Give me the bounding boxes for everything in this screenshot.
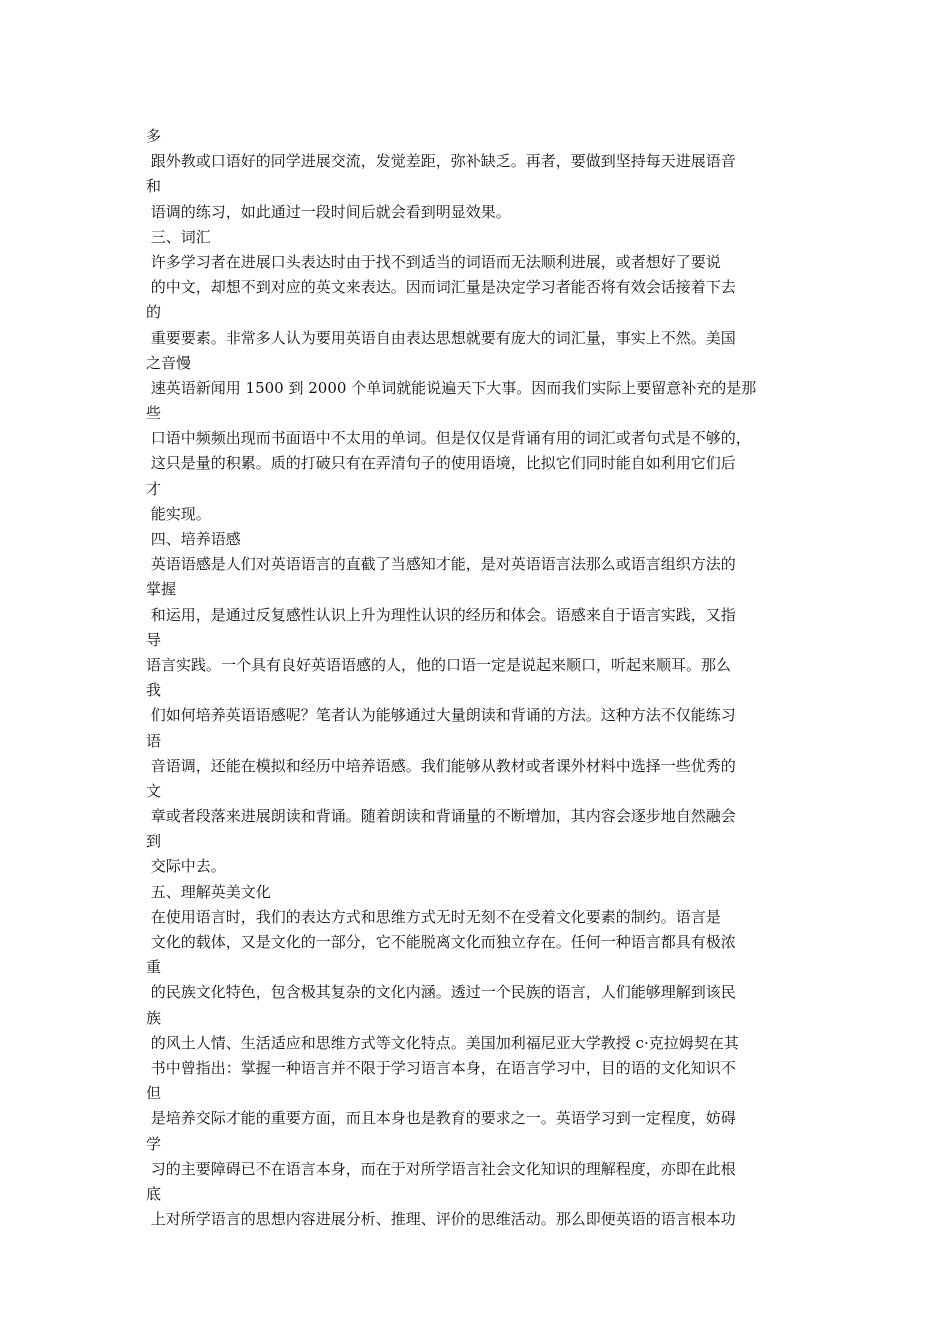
- text-line: 学: [146, 1134, 162, 1153]
- text-line: 们如何培养英语语感呢？笔者认为能够通过大量朗读和背诵的方法。这种方法不仅能练习: [146, 706, 736, 725]
- text-line: 书中曾指出：掌握一种语言并不限于学习语言本身，在语言学习中，目的语的文化知识不: [146, 1058, 736, 1077]
- text-line: 文: [146, 781, 162, 800]
- text-line: 之音慢: [146, 353, 192, 372]
- text-line: 在使用语言时，我们的表达方式和思维方式无时无刻不在受着文化要素的制约。语言是: [146, 907, 721, 926]
- text-line: 音语调，还能在模拟和经历中培养语感。我们能够从教材或者课外材料中选择一些优秀的: [146, 756, 736, 775]
- text-line: 习的主要障碍已不在语言本身，而在于对所学语言社会文化知识的理解程度，亦即在此根: [146, 1159, 736, 1178]
- text-line: 速英语新闻用 1500 到 2000 个单词就能说遍天下大事。因而我们实际上要留意补充的是那: [146, 378, 757, 397]
- text-line: 四、培养语感: [146, 530, 241, 548]
- text-line: 重要要素。非常多人认为要用英语自由表达思想就要有庞大的词汇量，事实上不然。美国: [146, 328, 736, 347]
- text-line: 语言实践。一个具有良好英语语感的人，他的口语一定是说起来顺口，听起来顺耳。那么: [146, 655, 732, 674]
- text-line: 语调的练习，如此通过一段时间后就会看到明显效果。: [146, 202, 511, 221]
- text-line: 底: [146, 1184, 162, 1203]
- text-line: 和: [146, 177, 162, 196]
- text-line: 些: [146, 404, 162, 423]
- text-line: 的: [146, 303, 162, 322]
- text-line: 口语中频频出现而书面语中不太用的单词。但是仅仅是背诵有用的词汇或者句式是不够的，: [146, 429, 751, 448]
- text-line: 掌握: [146, 580, 177, 599]
- text-line: 导: [146, 630, 162, 649]
- text-line: 我: [146, 681, 162, 700]
- text-line: 章或者段落来进展朗读和背诵。随着朗读和背诵量的不断增加，其内容会逐步地自然融会: [146, 807, 736, 826]
- text-line: 重: [146, 958, 162, 977]
- text-line: 但: [146, 1084, 162, 1103]
- text-line: 三、词汇: [146, 227, 211, 246]
- text-line: 的风土人情、生活适应和思维方式等文化特点。美国加利福尼亚大学教授 c·克拉姆契在其: [146, 1033, 739, 1052]
- text-line: 交际中去。: [146, 857, 226, 876]
- text-line: 语: [146, 731, 162, 750]
- text-line: 许多学习者在进展口头表达时由于找不到适当的词语而无法顺利进展，或者想好了要说: [146, 252, 721, 271]
- document-body: [146, 124, 826, 1232]
- text-line: 和运用，是通过反复感性认识上升为理性认识的经历和体会。语感来自于语言实践，又指: [146, 605, 736, 624]
- text-line: 到: [146, 832, 162, 851]
- text-line: 多: [146, 127, 162, 145]
- text-line: 是培养交际才能的重要方面，而且本身也是教育的要求之一。英语学习到一定程度，妨碍: [146, 1109, 736, 1128]
- text-line: 五、理解英美文化: [146, 882, 271, 901]
- text-line: 这只是量的积累。质的打破只有在弄清句子的使用语境，比拟它们同时能自如利用它们后: [146, 454, 736, 473]
- text-line: 族: [146, 1008, 162, 1027]
- text-line: 跟外教或口语好的同学进展交流，发觉差距，弥补缺乏。再者，要做到坚持每天进展语音: [146, 152, 736, 171]
- text-line: 的中文，却想不到对应的英文来表达。因而词汇量是决定学习者能否将有效会话接着下去: [146, 278, 736, 297]
- text-line: 的民族文化特色，包含极其复杂的文化内涵。透过一个民族的语言，人们能够理解到该民: [146, 983, 736, 1002]
- text-line: 英语语感是人们对英语语言的直截了当感知才能，是对英语语言法那么或语言组织方法的: [146, 555, 736, 574]
- text-line: 文化的载体，又是文化的一部分，它不能脱离文化而独立存在。任何一种语言都具有极浓: [146, 933, 736, 951]
- text-line: 才: [146, 479, 162, 498]
- text-line: 能实现。: [146, 504, 211, 523]
- text-line: 上对所学语言的思想内容进展分析、推理、评价的思维活动。那么即便英语的语言根本功: [146, 1210, 736, 1229]
